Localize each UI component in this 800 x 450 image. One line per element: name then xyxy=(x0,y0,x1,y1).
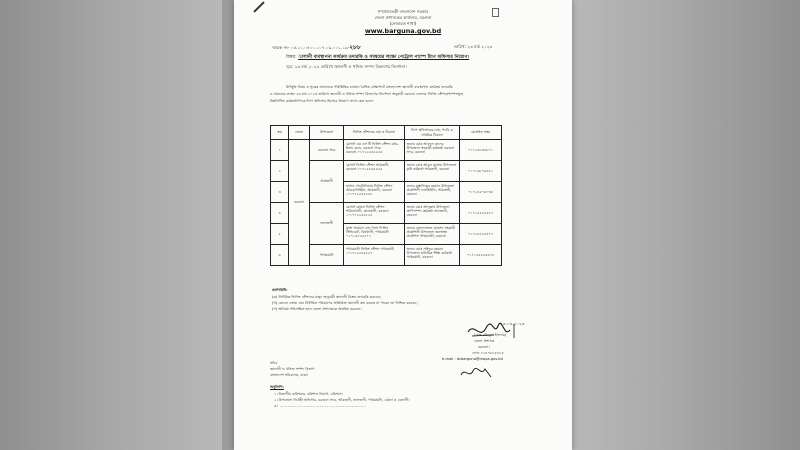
subject-text: জ্বালানী ব্যবস্থাপনা কার্যক্রম তদারকি ও সমন্বয়ের লক্ষ্যে পেট্রোল পাম্পে ট্যাগ অফিসার নিয়োগ। xyxy=(298,55,470,60)
signatory-designation: জেলা প্রশাসক xyxy=(474,339,495,343)
recipient-line-1: সচিব xyxy=(270,361,278,365)
memo-ref-number: ২৮৮ xyxy=(349,44,361,51)
reference-label: সূত্র: xyxy=(286,64,294,69)
row-upazila: তালতলী xyxy=(310,203,344,245)
row-officer: জনাব মোঃ আবদুল কাদের উপজেলা সহকারী কর্মকর্তা বরগুনা সদর, বরগুনা xyxy=(404,140,460,161)
header-line-2: জেলা প্রশাসকের কার্যালয়, বরগুনা xyxy=(374,15,432,20)
header-line-3: (নেজারত শাখা) xyxy=(389,21,417,26)
row-station: মেসার্স মেঘনা ফিলিং স্টেশন শারিকখালী, তালতলী, বরগুনা -০১৭০২২৫৫৫৫৫ xyxy=(344,203,405,224)
instructions-title: কার্যপরিধি: xyxy=(272,288,288,292)
row-no: ৩ xyxy=(271,182,289,203)
col-upazila: উপজেলা xyxy=(310,126,344,140)
signatory-name: (মোঃ রফিকুল ইসলাম) xyxy=(474,333,507,337)
recipient-line-3: বাংলাদেশ সচিবালয়, ঢাকা। xyxy=(270,373,309,377)
document-page xyxy=(234,0,572,450)
memo-ref xyxy=(272,45,361,51)
initial-signature xyxy=(459,365,495,381)
instruction-item: (গ) অনিয়ম পরিলক্ষিত হলে জেলা প্রশাসককে অবহিত করবেন। xyxy=(272,307,362,311)
row-no: ২ xyxy=(271,161,289,182)
row-officer: জনাব মুস্তাফিজুর রহমান উপজেলা প্রকৌশলী এলজিইডি, আমতলী, বরগুনা xyxy=(404,182,460,203)
website-link[interactable]: www.barguna.gov.bd xyxy=(364,27,442,35)
row-mobile: ০১৭১৪৫৭৬০৩৪ xyxy=(460,182,502,203)
row-station: পাথরঘাটা ফিলিং স্টেশন পাথরঘাটা -০১৭১৫৫৫৫৫৫৭ xyxy=(344,245,405,266)
row-mobile: ০১৭১৬৮৭৬৫৫১ xyxy=(460,161,502,182)
row-station: মুক্তা আয়েল এন্ড গ্যাস ফিলিং সিন্ডিকেট, বিষখালী, পাথরঘাটা ০১৭১৪৮৫৫৫৭৭ xyxy=(344,224,405,245)
row-mobile: ০১৭১৫৫৫৫৫৬০৮ xyxy=(460,245,502,266)
signatory-phone: ফোন-০২৪৭৮৮৮৮৮৮ xyxy=(472,351,504,355)
reference-text: ২৩ মার্চ ২০২৩ তারিখে জ্বালানী ও খনিজ সম্পদ বিভাগের নির্দেশনা। xyxy=(294,64,407,69)
reference xyxy=(286,65,407,69)
table-row xyxy=(271,140,502,161)
body-line-3: নিম্নলিখিত কর্মকর্তাগণকে ট্যাগ অফিসার হিসেবে নিয়োগ প্রদান করা হলো: xyxy=(270,99,374,103)
row-upazila: বরগুনা সদর xyxy=(310,140,344,161)
col-serial: ক্রম xyxy=(271,126,289,140)
col-officer: ট্যাগ অফিসারের নাম, পদবি ও দাপ্তরিক ঠিকানা xyxy=(404,126,460,140)
background-left xyxy=(0,0,222,450)
background-right xyxy=(570,0,800,450)
body-line-2: ও সমন্বয়ের লক্ষ্যে ২৩ মার্চ ২০২৩ তারিখে জ্বালানী ও খনিজ সম্পদ বিভাগের নির্দেশনা অনুযায়ী বরগুনা জেলার ফিলিং স্টেশন/পাম্পসমূহে xyxy=(270,92,464,96)
instruction-item: (ক) নির্ধারিত ফিলিং স্টেশনের মজুদ অনুযায়ী জ্বালানী বিক্রয় তদারকি করবেন; xyxy=(272,295,381,299)
copy-item: ২। উপজেলা নির্বাহী অফিসার, বরগুনা সদর, আমতলী, তালতলী, পাথরঘাটা, বামনা ও বেতাগী। xyxy=(274,398,410,402)
row-mobile: ০১৭১৮৫৫৫৪৭৭ xyxy=(460,224,502,245)
tag-officer-table xyxy=(270,125,502,266)
memo-date: তারিখ: ২৩ মার্চ ২০২৩ xyxy=(454,44,493,49)
signatory-email: e-mail : dcbarguna@mopa.gov.bd xyxy=(442,357,503,361)
col-station: ফিলিং স্টেশনের নাম ও ঠিকানা xyxy=(344,126,405,140)
copy-item: ৩। ------------------------------------------------ xyxy=(274,404,367,408)
header-line-1: গণপ্রজাতন্ত্রী বাংলাদেশ সরকার xyxy=(377,9,429,14)
row-upazila: পাথরঘাটা xyxy=(310,245,344,266)
row-no: ৬ xyxy=(271,245,289,266)
signature-date: ২৩.০৩.২০২৩ xyxy=(500,321,525,326)
row-station: মেসার্স এম এস টি ফিলিং স্টেশন গ্রাম-ষ্ট্যান্ড রোড, বরগুনা সদর বরগুনা-০১৭২২৫৫৫৫৫৫ xyxy=(344,140,405,161)
subject xyxy=(286,56,469,61)
row-mobile: ০১৭২৫৮৩৫৮০১ xyxy=(460,140,502,161)
copy-item: ১। বিভাগীয় কমিশনার, বরিশাল বিভাগ, বরিশাল। xyxy=(274,392,343,396)
col-district: জেলা xyxy=(289,126,310,140)
row-no: ৪ xyxy=(271,203,289,224)
col-mobile: মোবাইল নম্বর xyxy=(460,126,502,140)
row-no: ১ xyxy=(271,140,289,161)
row-station: মেসার্স ফিলিং স্টেশন আমতলী, বরগুনা-০১৭১৫৮৬৫৫৫৫ xyxy=(344,161,405,182)
row-officer: জনাব মোঃ আবুল কালাম উপজেলা কৃষি কর্মকর্তা আমতলী, বরগুনা xyxy=(404,161,460,182)
body-line-1: উপর্যুক্ত বিষয় ও সূত্রের আলোকে পরিস্থিতির চলমান বৈশ্বিক প্রেক্ষাপটে বাংলাদেশে জ্বালানী ব্যবস্থাপনা কার্যক্রম তদারকি xyxy=(286,85,453,89)
row-mobile: ০১৭১৫৫৫৫৫৫৭ xyxy=(460,203,502,224)
row-no: ৫ xyxy=(271,224,289,245)
row-officer: জনাব তোফাজ্জেল হোসেন সহকারী প্রকৌশলী উপজেলা জনস্বাস্থ্য প্রকৌশল পাথরঘাটা, বরগুনা xyxy=(404,224,460,245)
row-officer: জনাব মোঃ আব্দুল্লাহ উপজেলা প্রাণিসম্পদ কর্মকর্তা তালতলী, বরগুনা xyxy=(404,203,460,224)
copies-title: অনুলিপি: xyxy=(270,385,284,389)
row-officer: জনাব মোঃ সাইফুর রহমান উপজেলা মাধ্যমিক শিক্ষা কর্মকর্তা পাথরঘাটা, বরগুনা xyxy=(404,245,460,266)
row-station: হাসান পেট্রোলিয়াম ফিলিং স্টেশন আমড়াগাছিয়া, আমতলী, বরগুনা -০১৭০৫৫৫৫৫৫৮ xyxy=(344,182,405,203)
subject-label: বিষয়: xyxy=(286,55,297,60)
instruction-item: (খ) কোনো ক্রেতা যেন নির্ধারিত পরিমাণের অতিরিক্ত জ্বালানী ক্রয় করতে না পারেন তা নিশ্চিত করবেন; xyxy=(272,301,418,305)
row-upazila: আমতলী xyxy=(310,161,344,203)
signatory-place: বরগুনা। xyxy=(478,345,490,349)
district-cell: বরগুনা xyxy=(289,140,310,266)
memo-ref-text: স্মারক নং- ০৫.১০.০৪০০.১০৭.০৯.০০১.১৯- xyxy=(272,45,350,50)
recipient-line-2: জ্বালানী ও খনিজ সম্পদ বিভাগ xyxy=(270,367,315,371)
